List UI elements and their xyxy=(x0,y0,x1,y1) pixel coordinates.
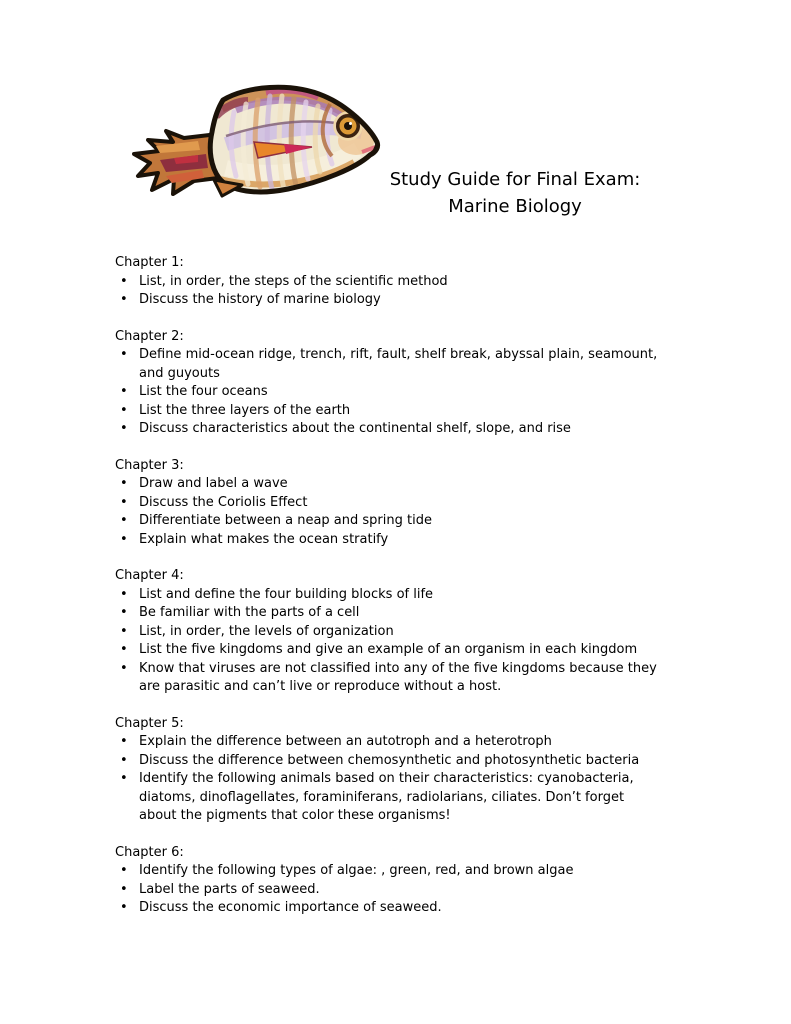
study-guide-content xyxy=(115,254,680,936)
chapter-heading: Chapter 1: xyxy=(115,255,184,270)
list-item: • Identify the following animals based on their characteristics: cyanobacteria, diatoms, dinoflagellates, foraminiferans, radiolarians, ciliates. Don’t forget about the pigments that color these organisms! xyxy=(115,770,660,826)
list-item: • Discuss characteristics about the continental shelf, slope, and rise xyxy=(115,420,660,439)
list-item: • Draw and label a wave xyxy=(115,475,660,494)
chapter-heading: Chapter 4: xyxy=(115,568,184,583)
list-item: • List and define the four building blocks of life xyxy=(115,586,660,605)
chapter-section-5 xyxy=(115,715,680,826)
chapter-list xyxy=(115,586,680,697)
list-item: • Discuss the economic importance of seaweed. xyxy=(115,899,660,918)
chapter-list xyxy=(115,273,680,310)
title-line-1: Study Guide for Final Exam: xyxy=(389,169,641,190)
chapter-section-4 xyxy=(115,567,680,697)
chapter-section-3 xyxy=(115,457,680,550)
list-item: • List the five kingdoms and give an example of an organism in each kingdom xyxy=(115,641,660,660)
list-item: • Discuss the difference between chemosynthetic and photosynthetic bacteria xyxy=(115,752,660,771)
list-item: • Discuss the history of marine biology xyxy=(115,291,660,310)
list-item: • Label the parts of seaweed. xyxy=(115,881,660,900)
list-item: • Identify the following types of algae: , green, red, and brown algae xyxy=(115,862,660,881)
list-item: • Explain the difference between an autotroph and a heterotroph xyxy=(115,733,660,752)
chapter-heading: Chapter 2: xyxy=(115,328,184,344)
chapter-heading: Chapter 3: xyxy=(115,457,184,473)
list-item: • List the three layers of the earth xyxy=(115,402,660,421)
list-item: • List, in order, the levels of organization xyxy=(115,623,660,642)
chapter-heading: Chapter 6: xyxy=(115,844,184,860)
document-title xyxy=(374,166,656,220)
list-item: • Discuss the Coriolis Effect xyxy=(115,494,660,513)
list-item: • Explain what makes the ocean stratify xyxy=(115,531,660,550)
list-item: • Define mid-ocean ridge, trench, rift, fault, shelf break, abyssal plain, seamount, and guyouts xyxy=(115,346,660,383)
chapter-list xyxy=(115,862,680,918)
list-item: • List the four oceans xyxy=(115,383,660,402)
chapter-section-2 xyxy=(115,328,680,439)
fish-clipart-image xyxy=(126,84,386,198)
chapter-list xyxy=(115,346,680,439)
list-item: • Know that viruses are not classified into any of the five kingdoms because they are parasitic and can’t live or reproduce without a host. xyxy=(115,660,660,697)
chapter-section-6 xyxy=(115,844,680,918)
list-item: • Differentiate between a neap and spring tide xyxy=(115,512,660,531)
chapter-section-1 xyxy=(115,254,680,310)
chapter-list xyxy=(115,475,680,549)
chapter-heading: Chapter 5: xyxy=(115,715,184,731)
chapter-list xyxy=(115,733,680,826)
list-item: • Be familiar with the parts of a cell xyxy=(115,604,660,623)
list-item: • List, in order, the steps of the scientific method xyxy=(115,273,660,292)
title-line-2: Marine Biology xyxy=(448,196,582,217)
